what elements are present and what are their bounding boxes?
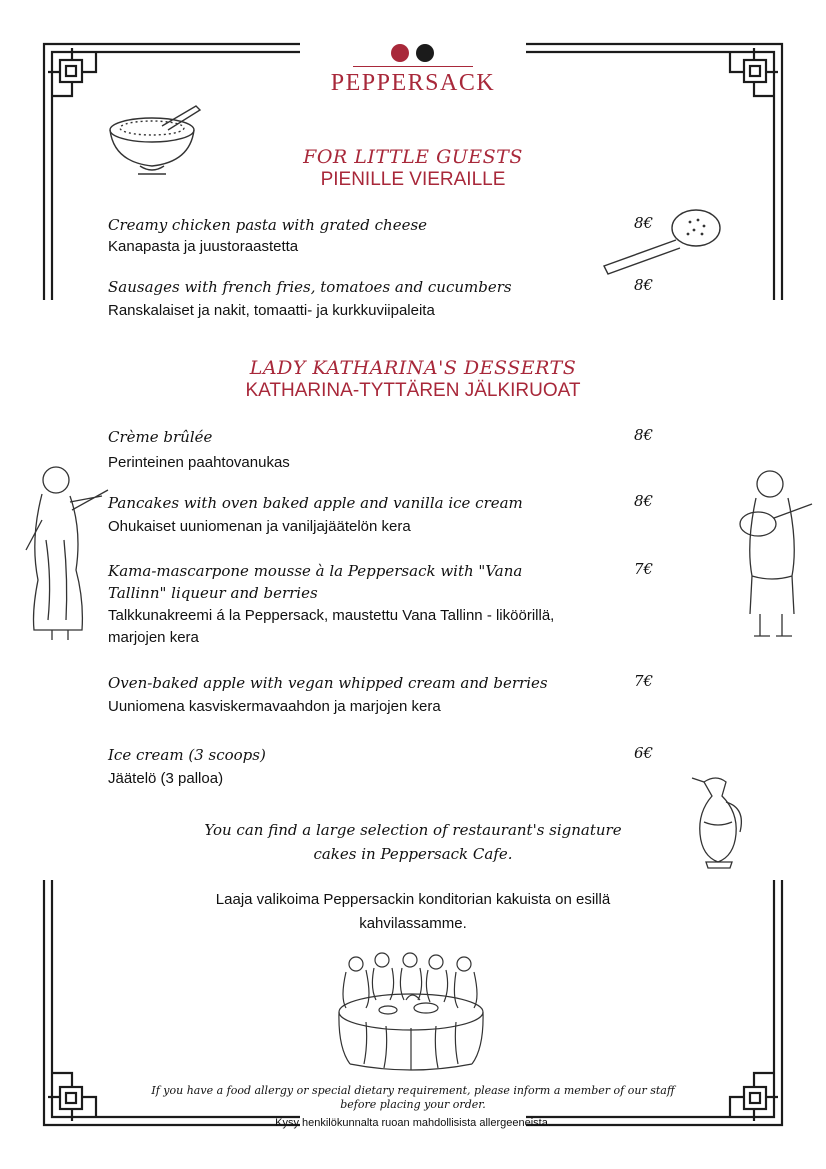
allergy-footer xyxy=(150,1084,676,1130)
item-price: 8€ xyxy=(634,492,654,510)
logo-dot-black xyxy=(416,44,434,62)
item-price: 8€ xyxy=(634,276,654,294)
item-name-fi: Ohukaiset uuniomenan ja vaniljajäätelön kera xyxy=(108,518,411,535)
menu-item-chicken-pasta xyxy=(108,214,648,258)
logo-dot-red xyxy=(391,44,409,62)
section-title-fi: KATHARINA-TYTTÄREN JÄLKIRUOAT xyxy=(245,380,581,401)
lute-player-icon xyxy=(730,464,820,640)
item-price: 6€ xyxy=(634,744,654,762)
menu-item-oven-baked-apple xyxy=(108,672,648,718)
allergy-note-en: If you have a food allergy or special dietary requirement, please inform a member of our staff before placing your order. xyxy=(151,1084,675,1111)
menu-item-creme-brulee xyxy=(108,426,648,474)
item-name-fi: Jäätelö (3 palloa) xyxy=(108,770,224,787)
logo-rule xyxy=(353,66,473,67)
brand-name: PEPPERSACK xyxy=(330,70,496,96)
section-title-en: LADY KATHARINA'S DESSERTS xyxy=(249,357,577,379)
allergy-note-fi: Kysy henkilökunnalta ruoan mahdollisista allergeeneista. xyxy=(275,1117,551,1129)
item-price: 7€ xyxy=(634,672,654,690)
item-price: 8€ xyxy=(634,426,654,444)
two-dots-logo xyxy=(313,44,513,66)
fiddler-icon xyxy=(12,460,112,644)
section-title-fi: PIENILLE VIERAILLE xyxy=(320,169,506,190)
section-title-en: FOR LITTLE GUESTS xyxy=(303,146,523,168)
brand-logo xyxy=(313,44,513,104)
item-name-en: Sausages with french fries, tomatoes and cucumbers xyxy=(108,278,512,296)
item-name-en: Ice cream (3 scoops) xyxy=(108,746,266,764)
item-name-fi: Perinteinen paahtovanukas xyxy=(108,454,290,471)
jug-icon xyxy=(682,772,752,872)
item-price: 7€ xyxy=(634,560,654,578)
cafe-note-en: You can find a large selection of restaurant's signature cakes in Peppersack Cafe. xyxy=(204,821,622,863)
item-price: 8€ xyxy=(634,214,654,232)
cafe-note xyxy=(190,818,636,936)
item-name-en: Kama-mascarpone mousse à la Peppersack with "Vana Tallinn" liqueur and berries xyxy=(108,562,523,602)
item-name-en: Oven-baked apple with vegan whipped cream and berries xyxy=(108,674,548,692)
menu-item-pancakes xyxy=(108,492,648,538)
item-name-en: Crème brûlée xyxy=(108,428,213,446)
menu-item-kama-mousse xyxy=(108,560,608,649)
item-name-fi: Ranskalaiset ja nakit, tomaatti- ja kurkkuviipaleita xyxy=(108,302,435,319)
menu-item-sausages xyxy=(108,276,648,322)
item-name-fi: Kanapasta ja juustoraastetta xyxy=(108,238,299,255)
item-name-en: Creamy chicken pasta with grated cheese xyxy=(108,216,428,234)
item-name-fi: Uuniomena kasviskermavaahdon ja marjojen kera xyxy=(108,698,441,715)
cafe-note-fi: Laaja valikoima Peppersackin konditorian kakuista on esillä kahvilassamme. xyxy=(215,891,611,932)
section-title-little-guests xyxy=(0,146,826,191)
feast-table-icon xyxy=(326,948,496,1074)
section-title-desserts xyxy=(0,357,826,402)
item-name-fi: Talkkunakreemi á la Peppersack, maustettu Vana Tallinn - liköörillä, marjojen kera xyxy=(108,607,555,646)
item-name-en: Pancakes with oven baked apple and vanilla ice cream xyxy=(108,494,523,512)
menu-item-ice-cream xyxy=(108,744,648,790)
